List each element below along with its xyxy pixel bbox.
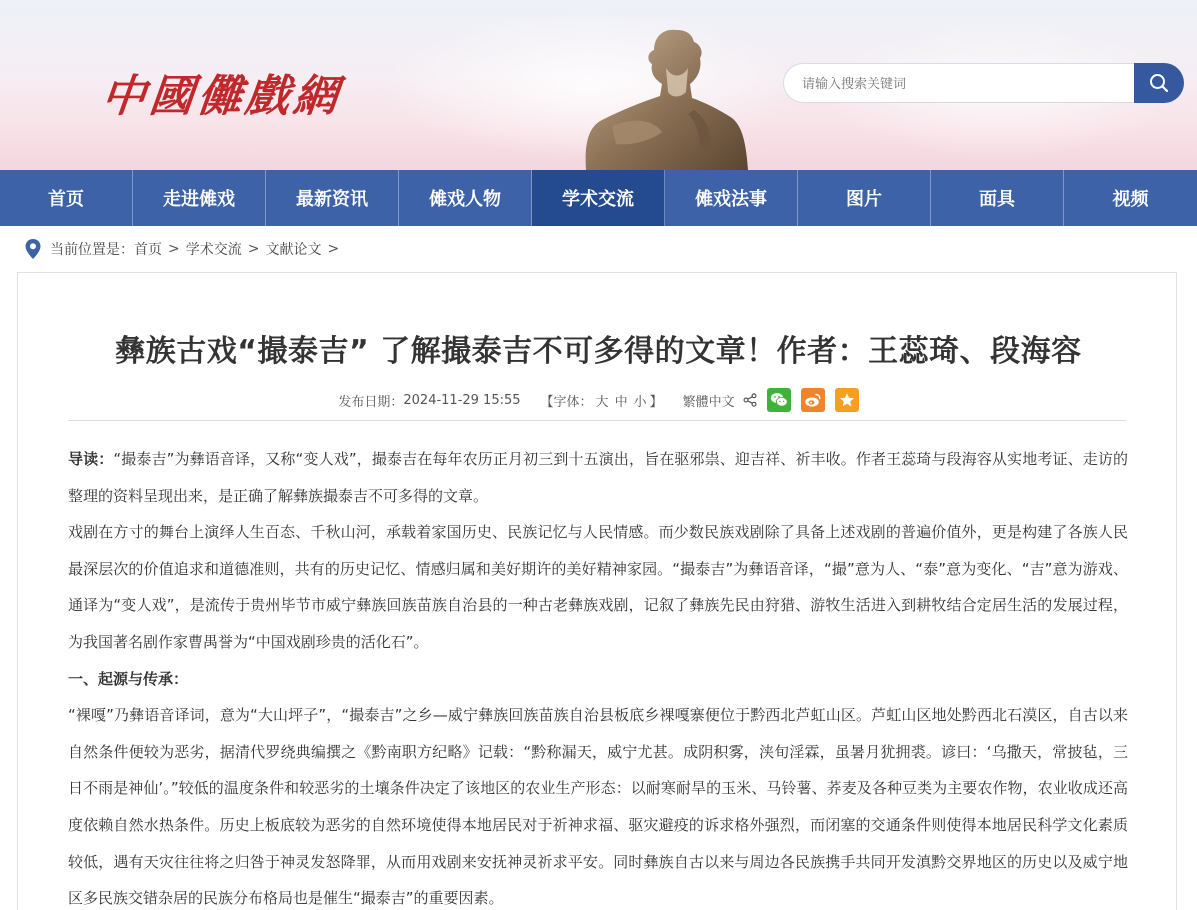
intro-label: 导读： xyxy=(68,450,114,468)
font-size-small[interactable]: 小 xyxy=(633,394,647,410)
article-intro xyxy=(68,441,1128,514)
nav-item-people[interactable]: 傩戏人物 xyxy=(399,170,532,226)
breadcrumb-home[interactable]: 首页 xyxy=(134,242,162,258)
nav-item-videos[interactable]: 视频 xyxy=(1112,189,1149,210)
article-paragraph: 戏剧在方寸的舞台上演绎人生百态、千秋山河，承载着家国历史、民族记忆与人民情感。而少数民族戏剧除了具备上述戏剧的普遍价值外，更是构建了各族人民最深层次的价值追求和道德准则，共有的历史记忆、情感归属和美好期许的美好精神家园。“撮泰吉”为彝语音译，“撮”意为人、“泰”意为变化、“吉”意为游戏、通译为“变人戏”，是流传于贵州毕节市威宁彝族回族苗族自治县的一种古老彝族戏剧，记叙了彝族先民由狩猎、游牧生活进入到耕牧结合定居生活的发展过程，为我国著名剧作家曹禺誉为“中国戏剧珍贵的活化石”。 xyxy=(68,523,1128,651)
nav-item-home[interactable]: 首页 xyxy=(0,170,133,226)
site-logo[interactable]: 中國儺戲網 xyxy=(98,71,345,122)
title-divider xyxy=(68,420,1126,421)
wechat-share-button[interactable] xyxy=(767,388,791,412)
statue-illustration xyxy=(582,22,752,170)
star-icon xyxy=(839,392,855,408)
favorite-button[interactable] xyxy=(835,388,859,412)
font-size-large[interactable]: 大 xyxy=(595,394,609,410)
article-meta xyxy=(0,386,1197,414)
wechat-icon xyxy=(770,392,788,408)
section-heading: 一、起源与传承： xyxy=(68,669,189,688)
publish-date: 2024-11-29 15:55 xyxy=(403,392,521,408)
weibo-icon xyxy=(804,392,822,408)
search-input[interactable] xyxy=(783,63,1135,103)
nav-item-about-nuoxi[interactable]: 走进傩戏 xyxy=(133,170,266,226)
font-size-medium[interactable]: 中 xyxy=(614,394,628,410)
search-icon xyxy=(1149,73,1169,93)
nav-item-pictures[interactable]: 图片 xyxy=(798,170,931,226)
breadcrumb-separator: > xyxy=(327,241,340,257)
search-button[interactable] xyxy=(1134,63,1184,103)
breadcrumb xyxy=(24,236,345,262)
nav-item-academic[interactable]: 学术交流 xyxy=(532,170,665,226)
intro-text: “撮泰吉”为彝语音译，又称“变人戏”，撮泰吉在每年农历正月初三到十五演出，旨在驱邪祟、迎吉祥、祈丰收。作者王蕊琦与段海容从实地考证、走访的整理的资料呈现出来，是正确了解彝族撮泰吉不可多得的文章。 xyxy=(68,450,1128,505)
share-icon[interactable] xyxy=(743,393,757,407)
traditional-chinese-link[interactable]: 繁體中文 xyxy=(682,394,735,410)
location-pin-icon xyxy=(24,238,42,260)
breadcrumb-prefix: 当前位置是： xyxy=(50,242,134,258)
breadcrumb-separator: > xyxy=(168,241,180,257)
main-nav xyxy=(0,170,1197,226)
nav-item-news[interactable]: 最新资讯 xyxy=(266,170,399,226)
header-banner xyxy=(0,0,1197,170)
breadcrumb-papers[interactable]: 文献论文 xyxy=(265,242,322,258)
font-size-switcher: 【字体： 大 中 小 】 xyxy=(540,394,663,410)
breadcrumb-academic[interactable]: 学术交流 xyxy=(185,242,242,258)
nav-item-masks[interactable]: 面具 xyxy=(931,170,1064,226)
weibo-share-button[interactable] xyxy=(801,388,825,412)
article-paragraph: “裸嘎”乃彝语音译词，意为“大山坪子”，“撮泰吉”之乡—威宁彝族回族苗族自治县板底乡裸嘎寨便位于黔西北芦虹山区。芦虹山区地处黔西北石漠区，自古以来自然条件便较为恶劣，据清代罗绕典编撰之《黔南职方纪略》记载：“黔称漏天，威宁尤甚。成阴积雾，浃旬淫霖，虽暑月犹拥裘。谚曰：‘乌撒天，常披毡，三日不雨是神仙’。”较低的温度条件和较恶劣的土壤条件决定了该地区的农业生产形态：以耐寒耐旱的玉米、马铃薯、荞麦及各种豆类为主要农作物，农业收成还高度依赖自然水热条件。历史上板底较为恶劣的自然环境使得本地居民对于祈神求福、驱灾避疫的诉求格外强烈，而闭塞的交通条件则使得本地居民科学文化素质较低，遇有天灾往往将之归咎于神灵发怒降罪，从而用戏剧来安抚神灵祈求平安。同时彝族自古以来与周边各民族携手共同开发滇黔交界地区的历史以及威宁地区多民族交错杂居的民族分布格局也是催生“撮泰吉”的重要因素。 xyxy=(68,706,1128,908)
breadcrumb-separator: > xyxy=(247,241,260,257)
publish-date-label: 发布日期： xyxy=(338,394,404,410)
article-title: 彝族古戏“撮泰吉” 了解撮泰吉不可多得的文章！作者：王蕊琦、段海容 xyxy=(115,334,1082,369)
nav-item-rituals[interactable]: 傩戏法事 xyxy=(665,170,798,226)
article-content xyxy=(68,441,1128,910)
